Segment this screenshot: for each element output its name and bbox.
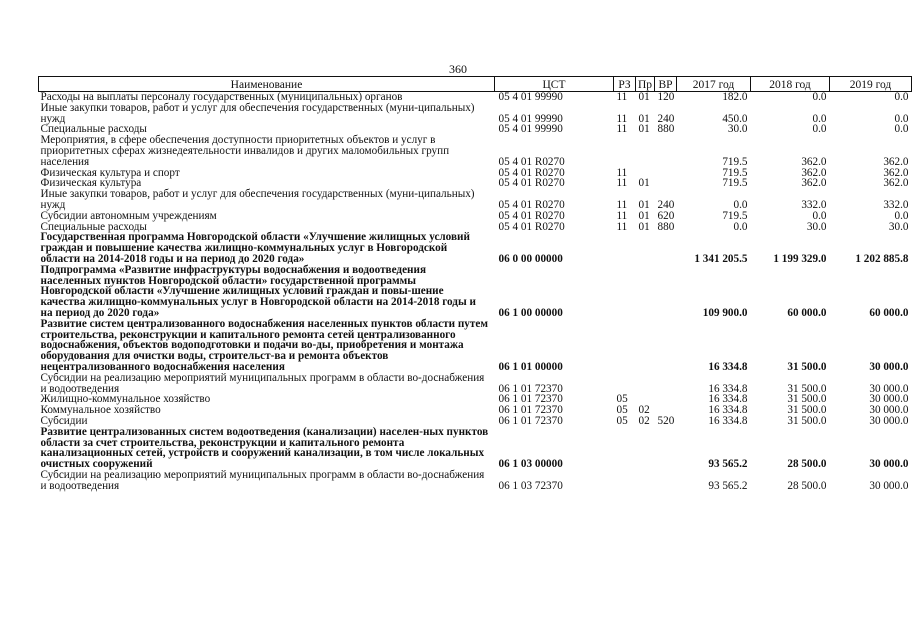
row-2018: 332.0 [801, 198, 827, 211]
row-name: Мероприятия, в сфере обеспечения доступности приоритетных объектов и услуг в приоритетных сферах жизнедеятельности инвалидов и других маломобильных групп населения [40, 134, 450, 168]
row-2019: 30 000.0 [869, 382, 909, 395]
table-row [39, 427, 912, 470]
row-vr [655, 319, 677, 373]
row-name: Специальные расходы [40, 123, 147, 136]
table-row [39, 405, 912, 416]
row-2018: 1 199 329.0 [773, 252, 827, 265]
row-cst: 05 4 01 R0270 [498, 166, 565, 179]
row-rz [614, 232, 636, 264]
row-2017: 30.0 [727, 123, 748, 136]
row-name: Субсидии на реализацию мероприятий муниципальных программ в области во-доснабжения и водоотведения [40, 371, 485, 395]
row-vr: 240 [657, 198, 675, 211]
row-2019: 30 000.0 [869, 458, 909, 471]
row-name: Иные закупки товаров, работ и услуг для обеспечения государственных (муни-ципальных) нужд [40, 101, 475, 125]
row-name: Жилищно-коммунальное хозяйство [40, 393, 211, 406]
row-2019: 30 000.0 [869, 404, 909, 417]
row-2017: 1 341 205.5 [694, 252, 748, 265]
row-pr [636, 427, 655, 470]
budget-table [38, 76, 912, 491]
row-name: Коммунальное хозяйство [40, 404, 161, 417]
row-2019: 362.0 [883, 177, 909, 190]
row-vr: 880 [657, 220, 675, 233]
row-rz [614, 470, 636, 492]
header-rz: РЗ [614, 77, 636, 92]
table-row [39, 168, 912, 179]
row-name: Иные закупки товаров, работ и услуг для обеспечения государственных (муни-ципальных) нужд [40, 188, 475, 211]
row-cst: 06 1 01 72370 [498, 414, 563, 427]
row-2019: 1 202 885.8 [855, 252, 909, 265]
row-2018: 0.0 [812, 112, 827, 125]
table-row [39, 135, 912, 167]
row-vr [655, 232, 677, 264]
row-2017: 109 900.0 [702, 306, 748, 319]
row-pr: 02 [638, 404, 650, 417]
row-2018: 31 500.0 [787, 382, 827, 395]
row-2017: 16 334.8 [708, 360, 748, 373]
row-2017: 16 334.8 [708, 382, 748, 395]
row-cst: 06 1 01 72370 [498, 404, 563, 417]
row-name: Государственная программа Новгородской области «Улучшение жилищных условий граждан и повышение качества жилищно-коммунальных услуг в Новгородской области на 2014-2018 годы и на период до 2020 года» [40, 231, 470, 265]
row-2018: 0.0 [812, 123, 827, 136]
row-2018: 362.0 [801, 177, 827, 190]
row-2017: 16 334.8 [708, 414, 748, 427]
header-2019: 2019 год [830, 77, 912, 92]
row-vr [655, 178, 677, 189]
row-2017: 719.5 [722, 166, 748, 179]
row-rz [614, 373, 636, 395]
row-pr: 01 [638, 177, 650, 190]
row-2017: 16 334.8 [708, 404, 748, 417]
row-2018: 0.0 [812, 209, 827, 222]
row-rz: 11 [616, 112, 628, 125]
table-row [39, 319, 912, 373]
row-vr [655, 427, 677, 470]
table-row [39, 211, 912, 222]
row-pr: 01 [638, 220, 650, 233]
row-vr: 520 [657, 414, 675, 427]
row-vr [655, 265, 677, 319]
row-2017: 93 565.2 [708, 458, 748, 471]
row-rz: 11 [616, 123, 628, 136]
row-2018: 28 500.0 [787, 479, 827, 492]
row-cst: 06 1 03 00000 [498, 458, 563, 471]
row-pr: 01 [638, 123, 650, 136]
row-cst: 05 4 01 R0270 [498, 177, 565, 190]
row-2017: 719.5 [722, 177, 748, 190]
row-pr [636, 373, 655, 395]
row-rz: 11 [616, 166, 628, 179]
row-vr [655, 394, 677, 405]
row-pr: 02 [638, 414, 650, 427]
row-2018: 0.0 [812, 91, 827, 103]
row-pr [636, 265, 655, 319]
row-name: Субсидии на реализацию мероприятий муниципальных программ в области во-доснабжения и водоотведения [40, 468, 485, 492]
row-pr: 01 [638, 91, 650, 103]
row-cst: 05 4 01 R0270 [498, 198, 565, 211]
row-vr [655, 168, 677, 179]
row-rz: 05 [616, 414, 628, 427]
table-body [39, 92, 912, 492]
row-name: Физическая культура и спорт [40, 166, 180, 179]
row-name: Физическая культура [40, 177, 142, 190]
row-2018: 31 500.0 [787, 360, 827, 373]
row-pr: 01 [638, 198, 650, 211]
header-vr: ВР [655, 77, 677, 92]
page-number: 360 [449, 62, 467, 76]
row-name: Субсидии [40, 414, 88, 427]
row-cst: 06 1 03 72370 [498, 479, 563, 492]
row-2018: 30.0 [806, 220, 827, 233]
table-row [39, 470, 912, 492]
table-row [39, 232, 912, 264]
row-rz: 11 [616, 198, 628, 211]
row-2019: 30 000.0 [869, 360, 909, 373]
row-cst: 05 4 01 99990 [498, 112, 563, 125]
table-row [39, 265, 912, 319]
row-2017: 719.5 [722, 209, 748, 222]
row-2019: 332.0 [883, 198, 909, 211]
row-rz: 11 [616, 220, 628, 233]
row-2019: 362.0 [883, 166, 909, 179]
row-2017: 0.0 [733, 198, 748, 211]
row-name: Развитие систем централизованного водоснабжения населенных пунктов области путем строительства, реконструкции и капитального ремонта сетей централизованного водоснабжения, объектов водоподготовки и подачи во-ды, приобретения и монтажа оборудования для очистки воды, строительст-ва и ремонта объектов нецентрализованного водоснабжения населения [40, 317, 488, 373]
row-rz: 11 [616, 91, 628, 103]
row-2017: 182.0 [722, 91, 748, 103]
row-cst: 05 4 01 99990 [498, 123, 563, 136]
row-vr: 620 [657, 209, 675, 222]
row-2017: 16 334.8 [708, 393, 748, 406]
row-2019: 0.0 [894, 112, 909, 125]
row-2019: 0.0 [894, 123, 909, 136]
row-2018: 31 500.0 [787, 414, 827, 427]
row-name: Субсидии автономным учреждениям [40, 209, 217, 222]
row-2019: 30 000.0 [869, 414, 909, 427]
row-cst: 06 1 01 72370 [498, 393, 563, 406]
row-name: Подпрограмма «Развитие инфраструктуры водоснабжения и водоотведения населенных пунктов Новгородской области» государственной программы Новгородской области «Улучшение жилищных условий граждан и повы-шение качества жилищно-коммунальных услуг в Новгородской области на 2014-2018 годы и на период до 2020 года» [40, 263, 476, 319]
row-2017: 93 565.2 [708, 479, 748, 492]
row-pr: 01 [638, 209, 650, 222]
row-cst: 06 1 01 72370 [498, 382, 563, 395]
row-cst: 06 1 00 00000 [498, 306, 563, 319]
row-cst: 05 4 01 R0270 [498, 220, 565, 233]
row-rz: 05 [616, 404, 628, 417]
header-name: Наименование [39, 77, 495, 92]
row-name: Развитие централизованных систем водоотведения (канализации) населен-ных пунктов области за счет строительства, реконструкции и капитального ремонта канализационных сетей, устройств и сооружений канализации, в том числе локальных очистных сооружений [40, 425, 489, 471]
row-pr [636, 319, 655, 373]
row-2019: 30 000.0 [869, 479, 909, 492]
row-2018: 362.0 [801, 155, 827, 168]
row-name: Специальные расходы [40, 220, 147, 233]
row-name: Расходы на выплаты персоналу государственных (муниципальных) органов [40, 91, 403, 103]
row-rz: 05 [616, 393, 628, 406]
row-vr [655, 135, 677, 167]
row-rz: 11 [616, 209, 628, 222]
row-vr: 880 [657, 123, 675, 136]
row-rz [614, 427, 636, 470]
row-vr: 120 [657, 91, 675, 103]
row-2017: 0.0 [733, 220, 748, 233]
row-rz [614, 135, 636, 167]
row-2019: 60 000.0 [869, 306, 909, 319]
row-pr: 01 [638, 112, 650, 125]
row-vr [655, 373, 677, 395]
header-2018: 2018 год [751, 77, 830, 92]
row-cst: 05 4 01 R0270 [498, 155, 565, 168]
header-pr: Пр [636, 77, 655, 92]
row-cst: 05 4 01 R0270 [498, 209, 565, 222]
row-2018: 31 500.0 [787, 393, 827, 406]
row-pr [636, 232, 655, 264]
row-2019: 30.0 [888, 220, 909, 233]
row-2018: 31 500.0 [787, 404, 827, 417]
row-pr [636, 470, 655, 492]
table-row [39, 394, 912, 405]
row-2019: 0.0 [894, 91, 909, 103]
header-2017: 2017 год [677, 77, 751, 92]
row-rz: 11 [616, 177, 628, 190]
row-2017: 719.5 [722, 155, 748, 168]
table-row [39, 373, 912, 395]
row-cst: 06 0 00 00000 [498, 252, 563, 265]
table-row [39, 103, 912, 125]
header-cst: ЦСТ [495, 77, 614, 92]
row-pr [636, 135, 655, 167]
row-rz [614, 319, 636, 373]
row-cst: 06 1 01 00000 [498, 360, 563, 373]
row-2018: 362.0 [801, 166, 827, 179]
row-cst: 05 4 01 99990 [498, 91, 563, 103]
row-vr [655, 470, 677, 492]
table-header [39, 77, 912, 92]
row-2019: 30 000.0 [869, 393, 909, 406]
row-2018: 60 000.0 [787, 306, 827, 319]
row-rz [614, 265, 636, 319]
table-row [39, 189, 912, 211]
row-2018: 28 500.0 [787, 458, 827, 471]
row-2017: 450.0 [722, 112, 748, 125]
row-2019: 0.0 [894, 209, 909, 222]
row-2019: 362.0 [883, 155, 909, 168]
row-vr: 240 [657, 112, 675, 125]
